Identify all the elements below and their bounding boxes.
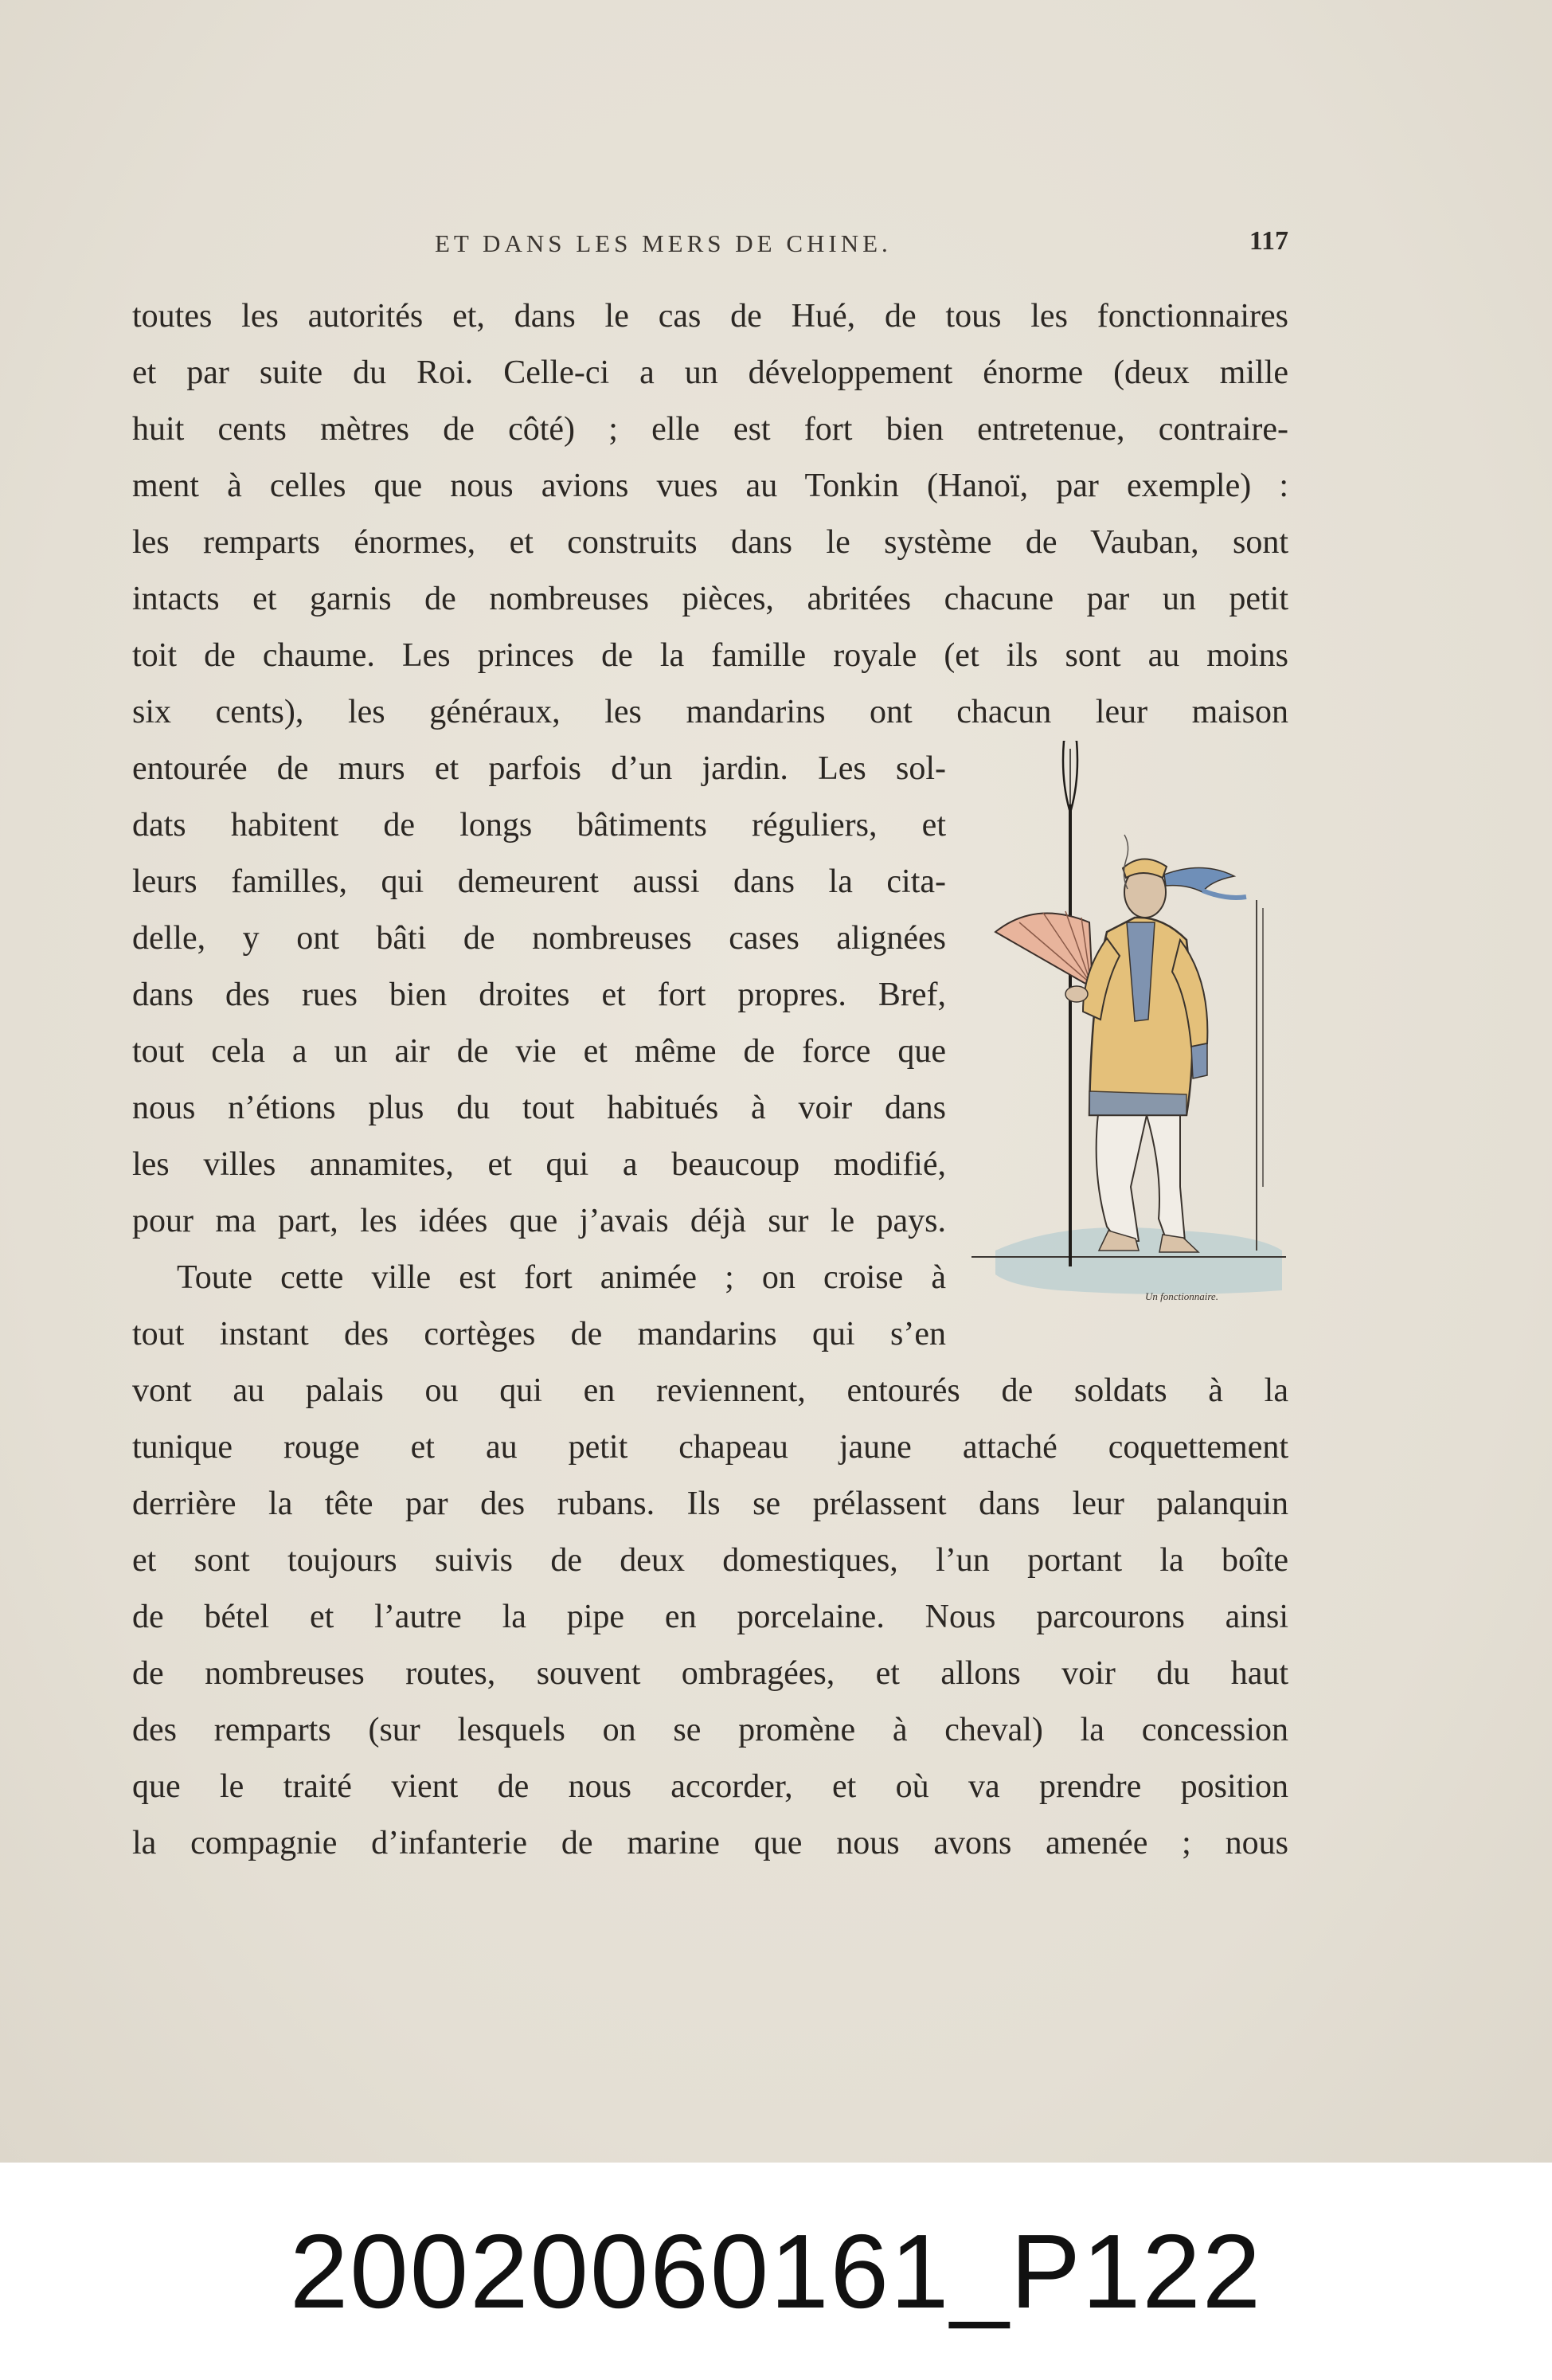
text-line: six cents), les généraux, les mandarins ont chacun leur maison: [132, 694, 1288, 730]
text-line: ment à celles que nous avions vues au Tonkin (Hanoï, par exemple) :: [132, 468, 1288, 504]
paragraph-top: [132, 288, 1288, 741]
text-line: tout instant des cortèges de mandarins qui s’en: [132, 1316, 946, 1352]
text-line: intacts et garnis de nombreuses pièces, abritées chacune par un petit: [132, 581, 1288, 617]
text-line: tunique rouge et au petit chapeau jaune attaché coquettement: [132, 1429, 1288, 1466]
text-line: toit de chaume. Les princes de la famille royale (et ils sont au moins: [132, 637, 1288, 674]
illustration-caption: Un fonctionnaire.: [1145, 1290, 1218, 1302]
catalog-id: 20020060161_P122: [289, 2213, 1263, 2330]
text-line: et par suite du Roi. Celle-ci a un développement énorme (deux mille: [132, 354, 1288, 391]
text-line: delle, y ont bâti de nombreuses cases alignées: [132, 920, 946, 957]
text-line: la compagnie d’infanterie de marine que nous avons amenée ; nous: [132, 1825, 1288, 1861]
text-line: de bétel et l’autre la pipe en porcelaine. Nous parcourons ainsi: [132, 1599, 1288, 1635]
text-line: les villes annamites, et qui a beaucoup modifié,: [132, 1146, 946, 1183]
text-line: des remparts (sur lesquels on se promène à cheval) la concession: [132, 1712, 1288, 1748]
text-line: dans des rues bien droites et fort propres. Bref,: [132, 977, 946, 1013]
text-line: tout cela a un air de vie et même de force que: [132, 1033, 946, 1070]
text-line: toutes les autorités et, dans le cas de Hué, de tous les fonctionnaires: [132, 298, 1288, 335]
running-title: ET DANS LES MERS DE CHINE.: [435, 229, 892, 257]
text-line: dats habitent de longs bâtiments réguliers, et: [132, 807, 946, 844]
text-line: les remparts énormes, et construits dans le système de Vauban, sont: [132, 524, 1288, 561]
text-line: vont au palais ou qui en reviennent, entourés de soldats à la: [132, 1372, 1288, 1409]
text-line: nous n’étions plus du tout habitués à voir dans: [132, 1090, 946, 1126]
text-line: Toute cette ville est fort animée ; on croise à: [177, 1259, 946, 1296]
paragraph-bottom: [132, 1363, 1288, 1872]
text-line: pour ma part, les idées que j’avais déjà sur le pays.: [132, 1203, 946, 1239]
text-line: huit cents mètres de côté) ; elle est fort bien entretenue, contraire-: [132, 411, 1288, 448]
text-line: et sont toujours suivis de deux domestiques, l’un portant la boîte: [132, 1542, 1288, 1579]
text-line: de nombreuses routes, souvent ombragées, et allons voir du haut: [132, 1655, 1288, 1692]
fonctionnaire-illustration: [971, 741, 1290, 1330]
text-line: que le traité vient de nous accorder, et où va prendre position: [132, 1768, 1288, 1805]
page-number: 117: [1249, 226, 1288, 256]
text-line: derrière la tête par des rubans. Ils se prélassent dans leur palanquin: [132, 1486, 1288, 1522]
text-line: leurs familles, qui demeurent aussi dans la cita-: [132, 863, 946, 900]
running-head: [132, 226, 1288, 266]
text-line: entourée de murs et parfois d’un jardin. Les sol-: [132, 750, 946, 787]
